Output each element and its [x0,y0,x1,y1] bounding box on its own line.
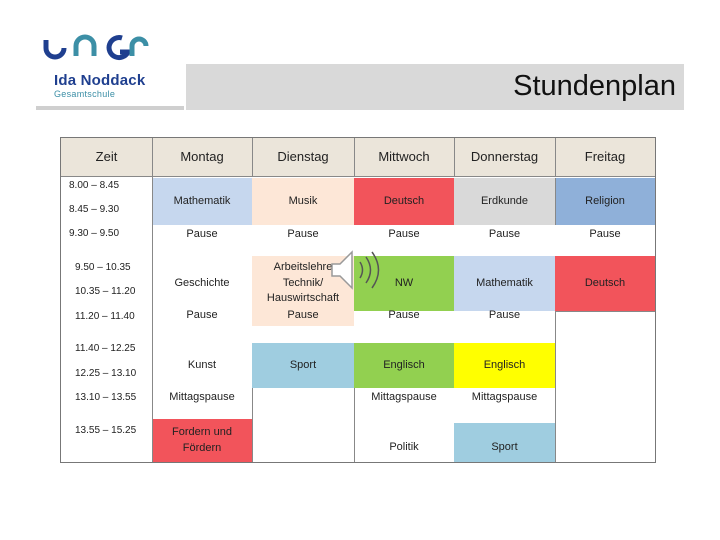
logo-divider [36,106,184,110]
grid-line [555,311,655,312]
lesson-wed-4: Politik [389,440,419,453]
time-slot: 9.30 – 9.50 [69,228,120,239]
title-bar [186,64,684,110]
time-slot: 10.35 – 11.20 [75,286,136,297]
grid-line [252,138,253,176]
lesson-fri-1: Religion [555,178,655,225]
speaker-button[interactable] [330,248,390,292]
break-wed-1: Pause [388,228,420,241]
page-title: Stundenplan [513,70,676,102]
lesson-tue-3: Sport [252,343,354,388]
time-slot: 13.10 – 13.55 [75,392,137,403]
time-slot: 8.45 – 9.30 [69,204,120,215]
lesson-thu-3: Englisch [454,343,555,388]
grid-line [354,138,355,176]
header-time: Zeit [61,138,152,176]
header-monday: Montag [152,138,252,176]
break-thu-2: Pause [488,309,521,322]
header-wednesday: Mittwoch [354,138,454,176]
grid-line [555,311,556,462]
lesson-wed-1: Deutsch [354,178,454,225]
lesson-mon-1: Mathematik [152,178,252,225]
time-slot: 8.00 – 8.45 [69,180,120,191]
header-thursday: Donnerstag [454,138,555,176]
lesson-fri-2: Deutsch [555,256,655,311]
time-slot: 11.40 – 12.25 [75,343,136,354]
header-friday: Freitag [555,138,655,176]
grid-line [152,138,153,462]
lunch-thu: Mittagspause [471,391,538,404]
lesson-tue-2-line3: Hauswirtschaft [266,292,340,305]
school-name: Ida Noddack [54,72,146,89]
lesson-wed-2: NW [354,256,454,311]
lesson-thu-2: Mathematik [454,256,555,311]
lesson-mon-4-line1: Fordern und [172,425,232,438]
school-logo-icon [40,28,150,62]
school-subtitle: Gesamtschule [54,89,116,99]
lesson-mon-4-line2: Fördern [182,441,222,454]
time-slot: 11.20 – 11.40 [75,311,135,322]
grid-line [252,388,253,462]
lesson-mon-4 [152,419,252,462]
time-slot: 9.50 – 10.35 [75,262,131,273]
lunch-wed: Mittagspause [371,391,437,404]
time-slot: 12.25 – 13.10 [75,368,137,379]
grid-line [555,178,556,225]
lesson-thu-4: Sport [454,423,555,462]
lesson-tue-1: Musik [252,178,354,225]
lesson-thu-1: Erdkunde [454,178,555,225]
break-tue-1: Pause [287,228,319,241]
lesson-tue-2-line1: Arbeitslehre [273,260,333,273]
break-tue-2: Pause [252,306,354,326]
header-tuesday: Dienstag [252,138,354,176]
break-mon-2: Pause [186,309,218,322]
lesson-tue-2-line2: Technik/ [282,276,324,289]
timetable [60,137,656,463]
lesson-mon-2: Geschichte [174,276,230,289]
break-thu-1: Pause [488,228,521,241]
speaker-icon [330,248,390,292]
grid-line [454,138,455,176]
lesson-mon-3: Kunst [187,358,217,371]
break-wed-2: Pause [388,309,420,322]
grid-line [354,388,355,462]
lesson-wed-3: Englisch [354,343,454,388]
break-mon-1: Pause [186,228,218,241]
grid-line [555,138,556,176]
grid-line [61,176,655,177]
break-fri-1: Pause [589,228,621,241]
lunch-mon: Mittagspause [169,391,235,404]
time-slot: 13.55 – 15.25 [75,425,137,436]
